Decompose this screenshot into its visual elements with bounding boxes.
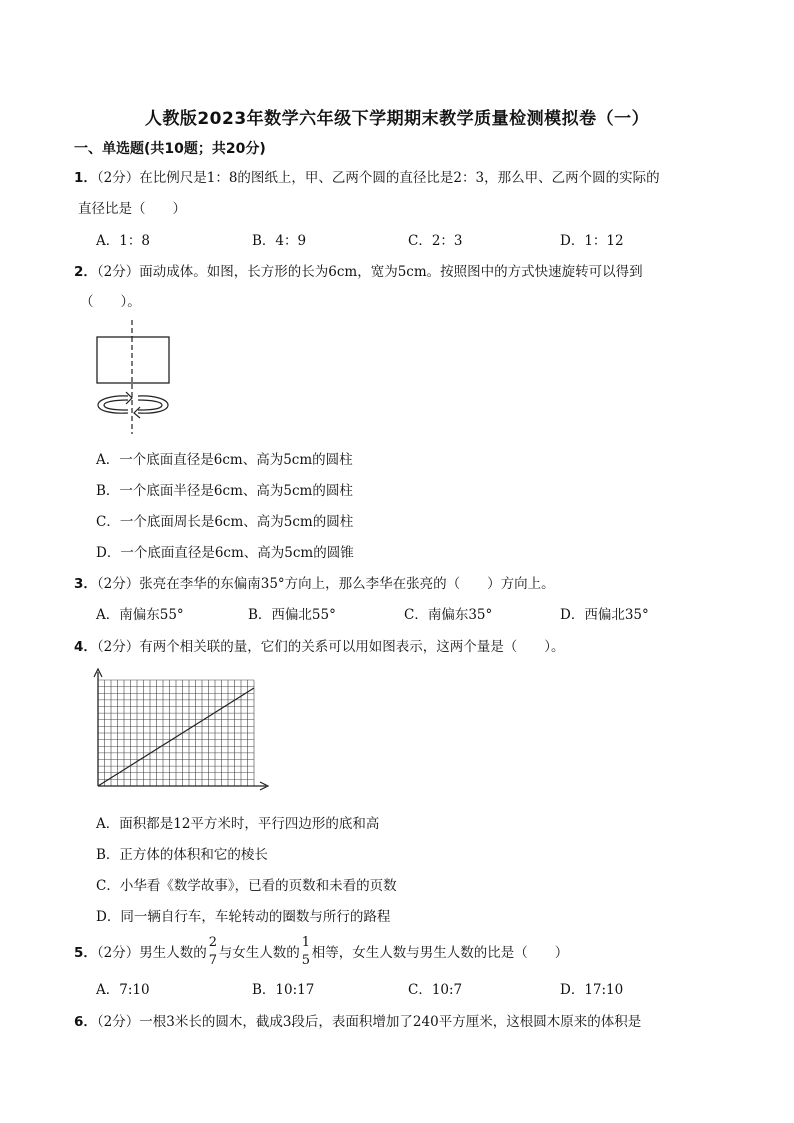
option-c: C．小华看《数学故事》，已看的页数和未看的页数 <box>96 878 397 894</box>
question-6 <box>74 1010 641 1030</box>
option-d: D．1：12 <box>560 233 624 249</box>
rotation-arrow-icon <box>98 392 168 418</box>
question-number: 5． <box>74 945 97 961</box>
question-4 <box>74 635 565 655</box>
question-score: （2分） <box>96 945 140 961</box>
question-text-b: 与女生人数的 <box>218 945 300 961</box>
rectangle-shape <box>97 337 169 383</box>
option-c: C．一个底面周长是6cm、高为5cm的圆柱 <box>96 514 354 530</box>
option-a: A．面积都是12平方米时，平行四边形的底和高 <box>96 816 380 832</box>
question-number: 2． <box>74 264 97 280</box>
question-text-a: 男生人数的 <box>139 945 207 961</box>
option-d: D．一个底面直径是6cm、高为5cm的圆锥 <box>96 545 354 561</box>
question-text: 一根3米长的圆木，截成3段后，表面积增加了240平方厘米，这根圆木原来的体积是 <box>139 1014 642 1030</box>
question-score: （2分） <box>96 1014 140 1030</box>
option-b: B．4：9 <box>252 233 307 249</box>
question-score: （2分） <box>96 170 140 186</box>
question-1-cont: 直径比是（ ） <box>78 201 186 217</box>
graph-grid <box>98 680 254 786</box>
question-text: 有两个相关联的量，它们的关系可以用如图表示，这两个量是（ ）。 <box>139 639 565 655</box>
question-score: （2分） <box>96 264 140 280</box>
question-text-c: 相等，女生人数与男生人数的比是（ ） <box>311 945 569 961</box>
question-text: 张亮在李华的东偏南35°方向上，那么李华在张亮的（ ）方向上。 <box>139 576 555 592</box>
option-b: B．西偏北55° <box>248 607 336 623</box>
option-d: D．17:10 <box>560 982 624 998</box>
option-d: D．西偏北35° <box>560 607 649 623</box>
option-b: B．一个底面半径是6cm、高为5cm的圆柱 <box>96 483 353 499</box>
question-number: 6． <box>74 1014 97 1030</box>
fraction-2-7: 2 7 <box>208 934 218 968</box>
question-score: （2分） <box>96 576 140 592</box>
page-title: 人教版2023年数学六年级下学期期末教学质量检测模拟卷（一） <box>144 109 650 129</box>
section-heading: 一、单选题(共10题；共20分) <box>74 141 266 157</box>
rotation-figure <box>90 318 190 438</box>
option-c: C．南偏东35° <box>404 607 493 623</box>
question-1 <box>74 166 660 186</box>
question-score: （2分） <box>96 639 140 655</box>
option-b: B．10:17 <box>252 982 315 998</box>
option-a: A．1：8 <box>96 233 150 249</box>
question-text: 在比例尺是1：8的图纸上，甲、乙两个圆的直径比是2：3，那么甲、乙两个圆的实际的 <box>139 170 660 186</box>
relation-graph <box>88 666 270 796</box>
option-a: A．一个底面直径是6cm、高为5cm的圆柱 <box>96 452 353 468</box>
question-number: 3． <box>74 576 97 592</box>
option-a: A．南偏东55° <box>96 607 184 623</box>
question-3 <box>74 572 555 592</box>
option-d: D．同一辆自行车，车轮转动的圈数与所行的路程 <box>96 909 391 925</box>
option-b: B．正方体的体积和它的棱长 <box>96 847 268 863</box>
question-text: 面动成体。如图，长方形的长为6cm，宽为5cm。按照图中的方式快速旋转可以得到 <box>139 264 643 280</box>
fraction-1-5: 1 5 <box>301 934 311 968</box>
question-5 <box>74 934 569 968</box>
question-2-cont: （ ）。 <box>80 294 141 310</box>
question-2 <box>74 260 643 280</box>
question-number: 4． <box>74 639 97 655</box>
option-a: A．7:10 <box>96 982 150 998</box>
question-number: 1． <box>74 170 97 186</box>
option-c: C．2：3 <box>408 233 463 249</box>
option-c: C．10:7 <box>408 982 463 998</box>
